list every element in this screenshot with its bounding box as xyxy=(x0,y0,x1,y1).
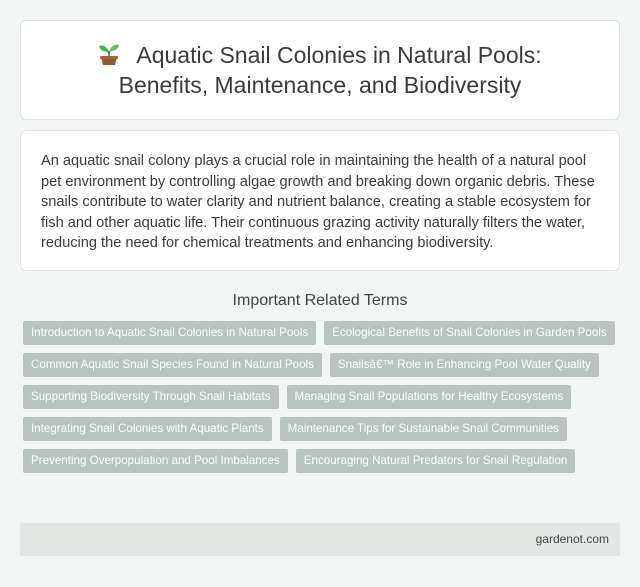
term-tag[interactable]: Common Aquatic Snail Species Found in Natural Pools xyxy=(23,353,322,377)
term-tag[interactable]: Snailsâ€™ Role in Enhancing Pool Water Quality xyxy=(330,353,599,377)
term-tag[interactable]: Preventing Overpopulation and Pool Imbalances xyxy=(23,449,288,473)
term-tag[interactable]: Supporting Biodiversity Through Snail Habitats xyxy=(23,385,279,409)
term-tag[interactable]: Encouraging Natural Predators for Snail Regulation xyxy=(296,449,576,473)
term-tag[interactable]: Introduction to Aquatic Snail Colonies in Natural Pools xyxy=(23,321,316,345)
term-tag[interactable]: Integrating Snail Colonies with Aquatic Plants xyxy=(23,417,272,441)
term-tag[interactable]: Maintenance Tips for Sustainable Snail Communities xyxy=(280,417,567,441)
related-terms-heading: Important Related Terms xyxy=(232,292,408,309)
description-text: An aquatic snail colony plays a crucial role in maintaining the health of a natural pool pet environment by controlling algae growth and breaking down organic debris. These snails contribute to water clarity and nutrient balance, creating a stable ecosystem for fish and other aquatic life. Their continuous grazing activity naturally filters the water, reducing the need for chemical treatments and enhancing biodiversity. xyxy=(41,153,595,251)
footer-bar xyxy=(20,523,620,556)
term-tag[interactable]: Managing Snail Populations for Healthy Ecosystems xyxy=(287,385,572,409)
header-card xyxy=(20,20,620,120)
related-terms-section xyxy=(20,289,620,473)
page-title-text: Aquatic Snail Colonies in Natural Pools: Benefits, Maintenance, and Biodiversity xyxy=(118,42,542,98)
description-card xyxy=(20,130,620,271)
footer-site-link[interactable]: gardenot.com xyxy=(535,532,609,546)
sprout-icon xyxy=(98,42,120,66)
term-tag[interactable]: Ecological Benefits of Snail Colonies in Garden Pools xyxy=(324,321,615,345)
related-terms-list xyxy=(20,321,620,473)
page-title xyxy=(51,40,589,100)
